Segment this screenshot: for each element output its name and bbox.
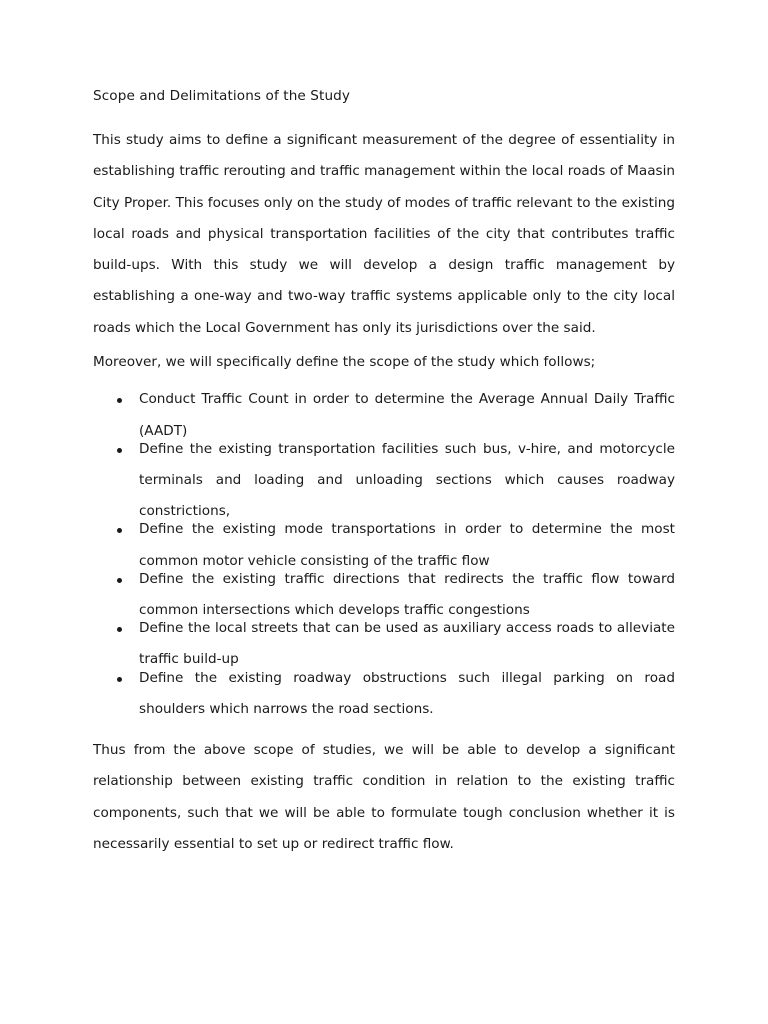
- list-item-text: Conduct Traffic Count in order to determine the Average Annual Daily Traffic (AADT): [139, 391, 675, 439]
- paragraph-intro-list: Moreover, we will specifically define the scope of the study which follows;: [93, 354, 596, 371]
- paragraph-conclusion: Thus from the above scope of studies, we will be able to develop a significant relationship between existing traffic condition in relation to the existing traffic components, such that we will be able to formulate tough conclusion whether it is necessarily essential to set up or redirect traffic flow.: [93, 742, 675, 852]
- list-item: [93, 663, 675, 725]
- bullet-icon: [117, 627, 122, 632]
- bullet-icon: [117, 528, 122, 533]
- list-item: [93, 434, 675, 528]
- bullet-icon: [117, 448, 122, 453]
- list-item-text: Define the existing transportation facilities such bus, v-hire, and motorcycle terminals and loading and unloading sections which causes roadway constrictions,: [139, 440, 675, 520]
- list-item-text: Define the existing roadway obstructions such illegal parking on road shoulders which narrows the road sections.: [139, 669, 675, 717]
- bullet-icon: [117, 578, 122, 583]
- paragraph-scope: This study aims to define a significant measurement of the degree of essentiality in establishing traffic rerouting and traffic management within the local roads of Maasin City Proper. This focuses only on the study of modes of traffic relevant to the existing local roads and physical transportation facilities of the city that contributes traffic build-ups. With this study we will develop a design traffic management by establishing a one-way and two-way traffic systems applicable only to the city local roads which the Local Government has only its jurisdictions over the said.: [93, 132, 675, 336]
- list-item-text: Define the existing traffic directions that redirects the traffic flow toward common intersections which develops traffic congestions: [139, 570, 675, 618]
- scope-bullet-list: [93, 384, 675, 725]
- bullet-icon: [117, 677, 122, 682]
- list-item-text: Define the existing mode transportations in order to determine the most common motor vehicle consisting of the traffic flow: [139, 521, 675, 569]
- list-item-text: Define the local streets that can be used as auxiliary access roads to alleviate traffic build-up: [139, 620, 675, 668]
- section-heading: Scope and Delimitations of the Study: [93, 88, 351, 104]
- bullet-icon: [117, 398, 122, 403]
- document-page: [93, 86, 675, 860]
